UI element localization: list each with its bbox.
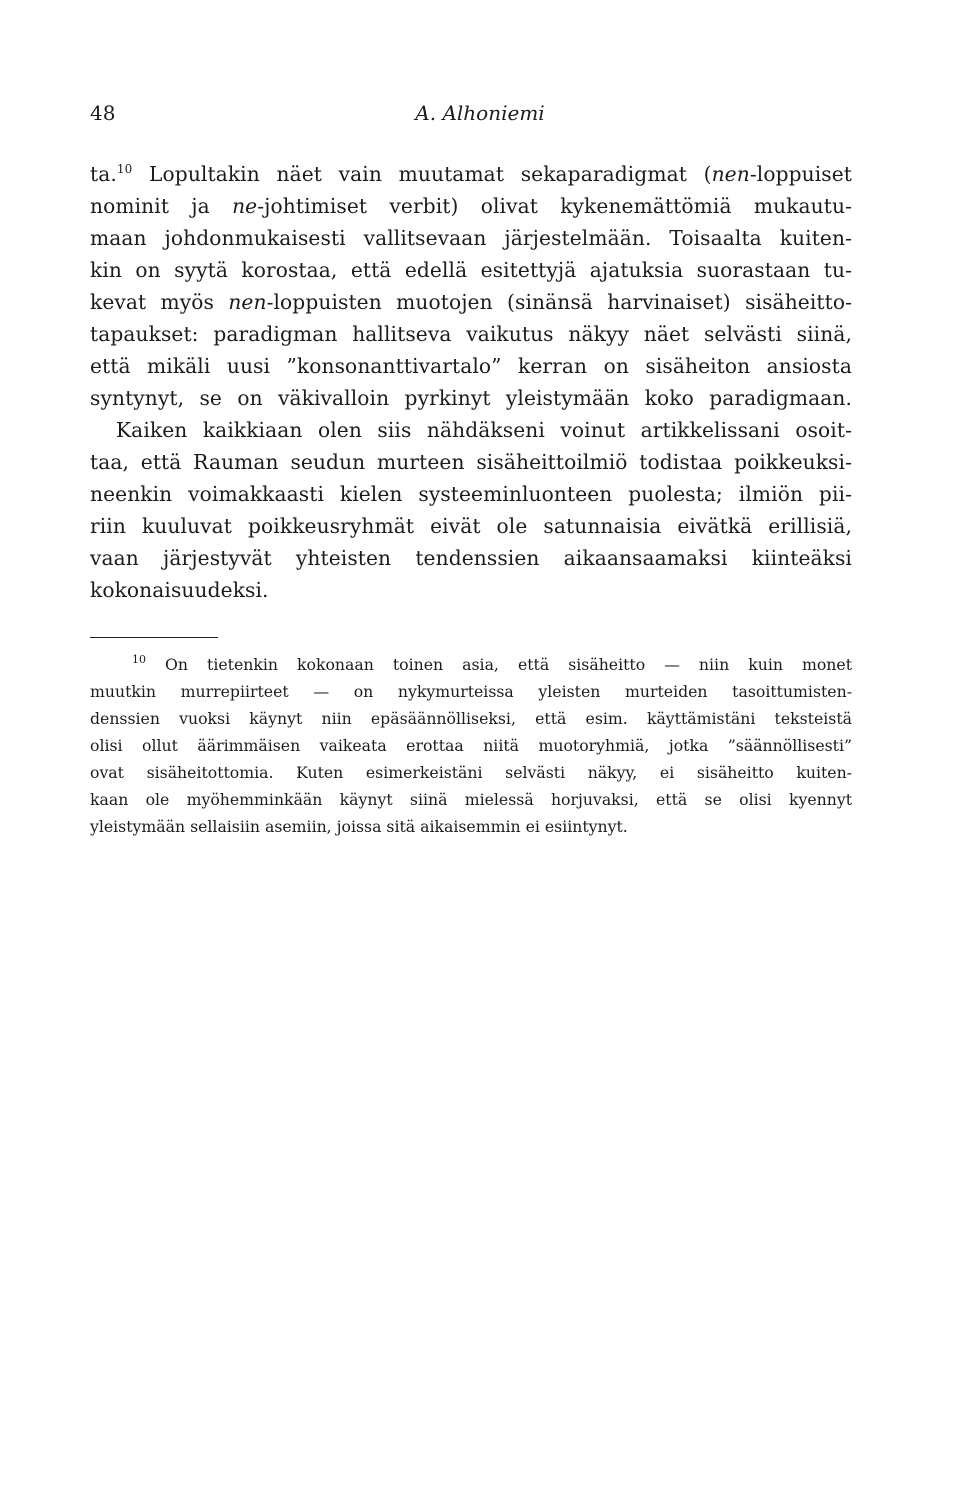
- body-line-1: [90, 159, 852, 189]
- body-line-8: syntynyt, se on väkivalloin pyrkinyt yleistymään koko paradigmaan.: [90, 386, 852, 410]
- body-line-4: kin on syytä korostaa, että edellä esitettyjä ajatuksia suorastaan tu-: [90, 258, 852, 282]
- footnote-reference: 10: [116, 162, 133, 176]
- body-line-13: vaan järjestyvät yhteisten tendenssien aikaansaamaksi kiinteäksi: [90, 546, 852, 570]
- body-line-11: neenkin voimakkaasti kielen systeeminluonteen puolesta; ilmiön pii-: [90, 482, 852, 506]
- footnote-line-6: kaan ole myöhemminkään käynyt siinä mielessä horjuvaksi, että se olisi kyennyt: [90, 790, 852, 809]
- footnote-line-4: olisi ollut äärimmäisen vaikeata erottaa niitä muotoryhmiä, jotka ”säännöllisesti”: [90, 736, 852, 755]
- page-number: 48: [90, 101, 116, 125]
- footnote-line-2: muutkin murrepiirteet — on nykymurteissa yleisten murteiden tasoittumisten-: [90, 682, 852, 701]
- body-line-7: että mikäli uusi ”konsonanttivartalo” kerran on sisäheiton ansiosta: [90, 354, 852, 378]
- footnote-line-5: ovat sisäheitottomia. Kuten esimerkeistäni selvästi näkyy, ei sisäheitto kuiten-: [90, 763, 852, 782]
- body-line-2-end: -johtimiset verbit) olivat kykenemättömiä mukautu-: [257, 194, 852, 218]
- body-line-2-start: nominit ja: [90, 194, 233, 218]
- body-line-14: kokonaisuudeksi.: [90, 578, 269, 602]
- body-line-1-italic: nen: [711, 162, 750, 186]
- body-line-6: tapaukset: paradigman hallitseva vaikutus näkyy näet selvästi siinä,: [90, 322, 852, 346]
- body-line-9: Kaiken kaikkiaan olen siis nähdäkseni voinut artikkelissani osoit-: [116, 418, 852, 442]
- body-line-10: taa, että Rauman seudun murteen sisäheittoilmiö todistaa poikkeuksi-: [90, 450, 852, 474]
- footnote-line-3: denssien vuoksi käynyt niin epäsäännölliseksi, että esim. käyttämistäni teksteistä: [90, 709, 852, 728]
- footnote-line-1-text: On tietenkin kokonaan toinen asia, että sisäheitto — niin kuin monet: [146, 655, 852, 674]
- body-line-1-text: Lopultakin näet vain muutamat sekaparadigmat (: [132, 162, 712, 186]
- body-line-2: [90, 191, 852, 221]
- body-line-1-start: ta.: [90, 162, 117, 186]
- body-line-5-end: -loppuisten muotojen (sinänsä harvinaiset) sisäheitto-: [266, 290, 853, 314]
- body-line-3: maan johdonmukaisesti vallitsevaan järjestelmään. Toisaalta kuiten-: [90, 226, 852, 250]
- footnote-marker: 10: [132, 653, 146, 666]
- running-head: A. Alhoniemi: [415, 101, 545, 125]
- body-line-1-end: -loppuiset: [749, 162, 852, 186]
- body-line-12: riin kuuluvat poikkeusryhmät eivät ole satunnaisia eivätkä erillisiä,: [90, 514, 852, 538]
- body-line-5: [90, 287, 852, 317]
- body-line-5-start: kevat myös: [90, 290, 229, 314]
- footnote-line-1: [132, 653, 852, 677]
- body-line-5-italic: nen: [228, 290, 267, 314]
- footnote-rule: [90, 637, 218, 638]
- body-line-2-italic: ne: [232, 194, 258, 218]
- footnote-line-7: yleistymään sellaisiin asemiin, joissa sitä aikaisemmin ei esiintynyt.: [90, 817, 628, 836]
